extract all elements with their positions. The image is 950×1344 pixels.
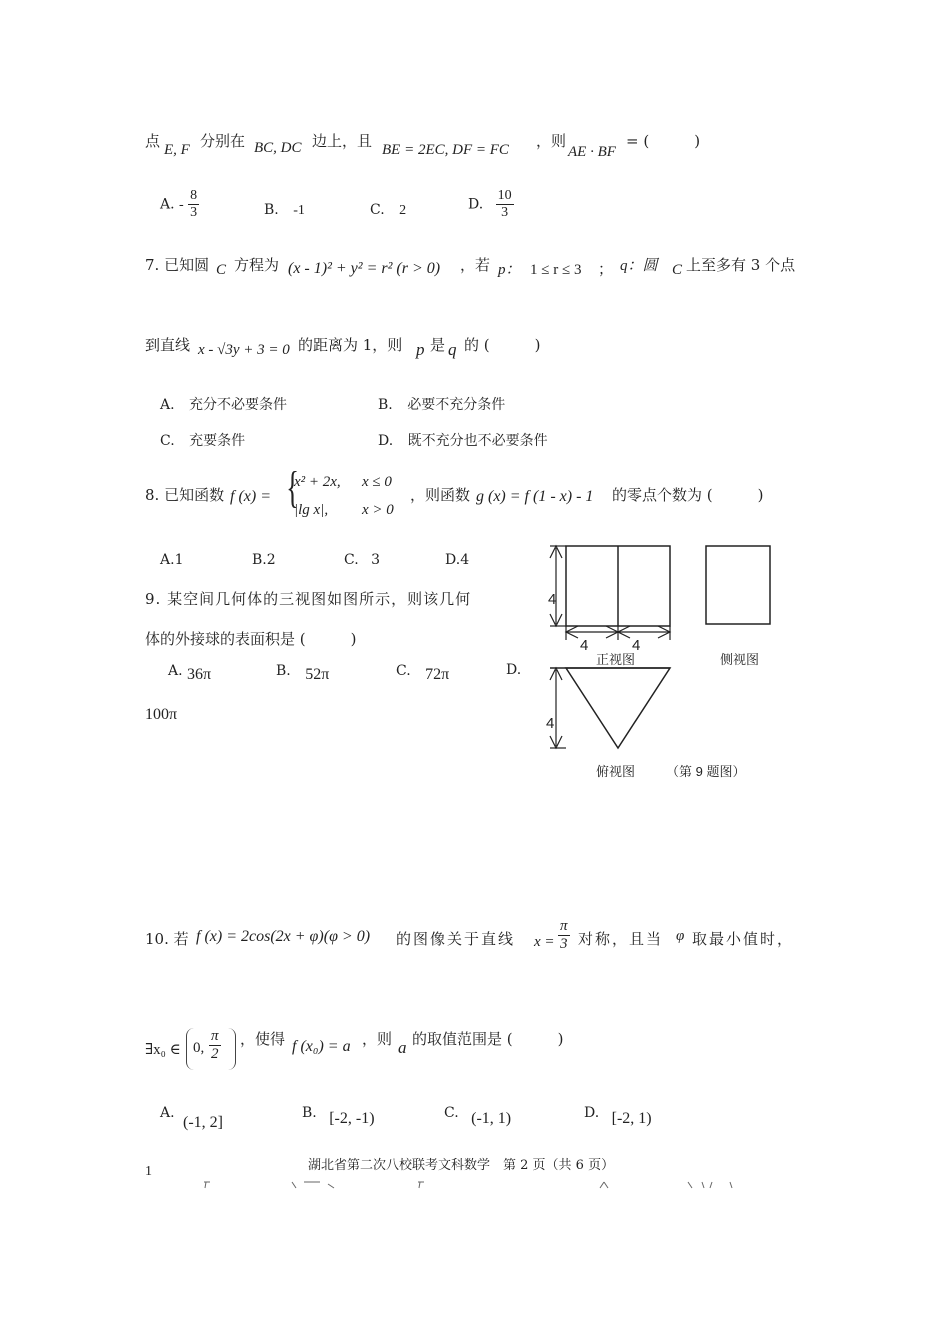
option-label: C. [370, 202, 385, 218]
option-label: A. [160, 1105, 175, 1121]
q7-option-c[interactable] [160, 430, 245, 450]
page-mark: 1 [145, 1164, 152, 1179]
q6-option-c[interactable] [370, 202, 406, 219]
fraction-numerator: π [558, 918, 570, 936]
option-label: B. [264, 202, 279, 218]
q8-case1-cond: x ≤ 0 [362, 474, 392, 490]
option-value: [-2, 1) [611, 1110, 652, 1127]
top-view-triangle [566, 668, 670, 748]
q7-p: p [416, 340, 425, 359]
q9-option-c[interactable] [396, 662, 450, 683]
option-label: C. [160, 433, 175, 449]
q10-pi-over-3 [558, 918, 570, 954]
q10-phi: φ [676, 928, 685, 944]
q8-brace: { [286, 463, 299, 512]
option-value: 2 [266, 552, 276, 568]
fraction-numerator: 10 [496, 188, 514, 205]
option-label: A. [160, 196, 175, 213]
q7-q: q [448, 340, 457, 359]
q10-text-6: ，则 [362, 1030, 393, 1048]
q6-option-d[interactable] [468, 188, 514, 221]
option-label: B. [276, 663, 291, 679]
q10-option-b[interactable] [302, 1104, 375, 1127]
q10-option-c[interactable] [444, 1104, 512, 1127]
width-label-2: 4 [632, 637, 641, 654]
page-footer: 湖北省第二次八校联考文科数学 第 2 页（共 6 页） [308, 1158, 615, 1173]
option-value: (-1, 2] [183, 1114, 223, 1131]
front-view [566, 546, 670, 626]
option-value: 72π [425, 666, 450, 683]
q10-x-eq: x = [534, 934, 555, 950]
q6-sides-bc-dc: BC, DC [254, 140, 302, 156]
q7-option-a[interactable] [160, 394, 287, 414]
q7-text-2: 方程为 [234, 256, 280, 274]
option-label: B. [378, 397, 393, 413]
q10-text-3: 对称，且当 [578, 930, 664, 948]
q8-text-3: 的零点个数为 ( ) [612, 486, 764, 504]
option-label: D. [445, 552, 461, 568]
top-height-label: 4 [546, 715, 555, 732]
option-value: 1 [174, 552, 184, 568]
option-label: C. [396, 663, 411, 679]
q7-text-4: ； [598, 260, 614, 278]
option-label: C. [344, 552, 359, 568]
q7-line-equation: x - √3y + 3 = 0 [198, 342, 290, 358]
fraction-denominator: 3 [501, 205, 509, 221]
option-value: 3 [371, 552, 381, 568]
option-label: D. [584, 1105, 600, 1121]
q10-text-5: ，使得 [240, 1030, 286, 1048]
option-label: B. [302, 1105, 317, 1121]
q8-case2-expr: |lg x|, [294, 502, 329, 518]
side-view-caption: 侧视图 [720, 652, 760, 667]
q6-text-ze: ，则 [536, 132, 567, 150]
q9-three-view-figure [540, 540, 780, 790]
q8-option-b[interactable] [252, 552, 276, 568]
q9-text-line2: 体的外接球的表面积是 ( ) [145, 630, 357, 648]
fraction-denominator: 2 [211, 1046, 219, 1063]
q10-option-a[interactable] [160, 1104, 223, 1131]
q8-f-lhs: f (x) = [230, 488, 271, 505]
option-text: 充要条件 [189, 433, 246, 449]
q10-function: f (x) = 2cos(2x + φ)(φ > 0) [196, 928, 371, 945]
q10-exists: ∃x₀ ∈ [145, 1042, 181, 1058]
option-text: 充分不必要条件 [189, 397, 288, 413]
q10-text-7: 的取值范围是 ( ) [412, 1030, 564, 1048]
q7-circle-equation: (x - 1)² + y² = r² (r > 0) [288, 260, 441, 277]
q7-option-d[interactable] [378, 430, 548, 450]
q6-condition: BE = 2EC, DF = FC [382, 142, 509, 158]
q6-blank: = ( ) [626, 132, 701, 150]
q7-text-8: 是 [430, 336, 446, 354]
top-view-caption: 俯视图 [596, 764, 636, 779]
top-view [550, 668, 670, 748]
option-label: D. [506, 662, 522, 678]
q8-case2-cond: x > 0 [362, 502, 394, 518]
interval-start: 0, [193, 1040, 205, 1056]
q9-option-b[interactable] [276, 662, 330, 683]
option-value: (-1, 1) [471, 1110, 512, 1127]
option-label: B. [252, 552, 267, 568]
q7-circle-c: C [216, 262, 227, 278]
option-label: D. [468, 196, 484, 213]
q8-option-d[interactable] [445, 552, 469, 568]
height-dimension [550, 546, 566, 626]
option-value: 2 [399, 203, 407, 218]
q7-circle-c-2: C [672, 262, 683, 278]
q6-text-fenbie: 分别在 [200, 132, 246, 150]
option-label: C. [444, 1105, 459, 1121]
q10-f-x0: f (x₀) = a [292, 1038, 351, 1055]
cropped-text-fragments [196, 1180, 776, 1194]
option-text: 既不充分也不必要条件 [407, 433, 548, 449]
q9-option-d-value: 100π [145, 706, 178, 723]
q6-dot-product: AE · BF [568, 144, 616, 160]
q10-text-4: 取最小值时， [692, 930, 795, 948]
q8-option-a[interactable] [160, 552, 183, 568]
option-value: 52π [305, 666, 330, 683]
q7-p-condition: 1 ≤ r ≤ 3 [530, 262, 582, 278]
q10-text-2: 的图像关于直线 [396, 930, 516, 948]
q8-g-definition: g (x) = f (1 - x) - 1 [476, 488, 594, 505]
q9-option-a[interactable] [168, 662, 212, 683]
option-value: 36π [187, 666, 212, 683]
fraction-numerator: π [209, 1028, 221, 1046]
height-label: 4 [548, 591, 557, 608]
front-view-caption: 正视图 [596, 652, 636, 667]
q10-option-d[interactable] [584, 1104, 652, 1127]
q8-case1-expr: x² + 2x, [294, 474, 341, 490]
option-fraction [188, 188, 199, 221]
figure-caption: （第 9 题图） [666, 764, 746, 779]
q9-option-d-label[interactable] [506, 662, 521, 678]
q6-points-ef: E, F [164, 142, 190, 158]
option-value: 4 [460, 552, 470, 568]
q7-text-5: 上至多有 3 个点 [686, 256, 796, 274]
option-label: D. [378, 433, 394, 449]
fraction-numerator: 8 [188, 188, 199, 205]
option-label: A. [168, 663, 183, 679]
interval-end-fraction [209, 1028, 221, 1064]
q9-text-line1: 9. 某空间几何体的三视图如图所示，则该几何 [145, 590, 472, 608]
q7-text-3: ，若 [460, 256, 491, 274]
q7-q-label: q：圆 [620, 258, 658, 274]
fraction-denominator: 3 [560, 936, 568, 953]
q7-option-b[interactable] [378, 394, 505, 414]
q7-text-9: 的 ( ) [464, 336, 541, 354]
q7-text-1: 7. 已知圆 [145, 256, 210, 274]
q8-option-c[interactable] [344, 552, 380, 568]
option-fraction [496, 188, 514, 221]
q6-option-b[interactable] [264, 202, 305, 219]
option-sign: - [179, 197, 184, 213]
q10-text-1: 10. 若 [145, 930, 189, 948]
q6-text-dian: 点 [145, 132, 161, 150]
option-label: A. [160, 397, 175, 413]
option-value: -1 [293, 203, 305, 218]
q6-option-a[interactable] [160, 188, 199, 221]
q8-text-2: ，则函数 [410, 486, 471, 504]
option-label: A. [160, 552, 175, 568]
width-label-1: 4 [580, 637, 589, 654]
fraction-denominator: 3 [190, 205, 198, 221]
q10-interval [186, 1028, 236, 1070]
option-text: 必要不充分条件 [407, 397, 506, 413]
q6-text-bianshang: 边上，且 [312, 132, 373, 150]
q7-text-6: 到直线 [145, 336, 191, 354]
side-view-rect [706, 546, 770, 624]
q10-a: a [398, 1038, 407, 1057]
q8-text-1: 8. 已知函数 [145, 486, 225, 504]
q7-p-label: p： [498, 262, 521, 278]
option-value: [-2, -1) [329, 1110, 375, 1127]
q7-text-7: 的距离为 1，则 [298, 336, 403, 354]
